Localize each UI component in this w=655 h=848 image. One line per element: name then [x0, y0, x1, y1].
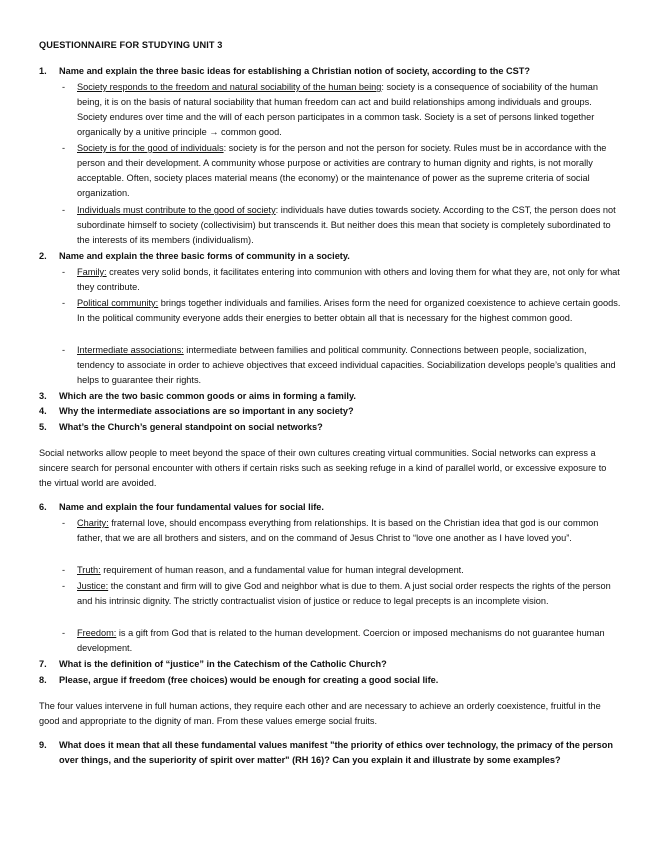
question-text: Which are the two basic common goods or aims in forming a family.	[59, 391, 356, 401]
bullet-term: Truth:	[77, 565, 101, 575]
bullet-text: the constant and firm will to give God and neighbor what is due to them. A just social order respects the rights of the person and his intrinsic dignity. The strictly contractualist vision of justice or reduce to legal precepts is an incomplete vision.	[77, 581, 611, 606]
bullet-term: Political community:	[77, 298, 159, 308]
question-text: What is the definition of “justice” in the Catechism of the Catholic Church?	[59, 659, 387, 669]
question-6	[39, 500, 629, 515]
answer-bullet	[62, 563, 624, 578]
question-number: 2.	[39, 251, 47, 261]
bullet-dash: -	[62, 82, 66, 92]
bullet-term: Family:	[77, 267, 107, 277]
question-text: Name and explain the three basic forms of community in a society.	[59, 251, 350, 261]
question-text: Name and explain the four fundamental values for social life.	[59, 502, 324, 512]
bullet-text: : society is for the person and not the person for society. Rules must be in accordance with the person and their development. A community whose purpose or activities are contrary to human dignity and rights, is not morally acceptable. Often, society places material means (the economy) or the maintenance of power as the supreme criteria of social organization.	[77, 143, 607, 198]
bullet-dash: -	[62, 518, 66, 528]
question-number: 3.	[39, 391, 47, 401]
bullet-term: Charity:	[77, 518, 109, 528]
bullet-dash: -	[62, 267, 66, 277]
question-8	[39, 673, 629, 688]
question-number: 8.	[39, 675, 47, 685]
question-7	[39, 657, 629, 672]
bullet-dash: -	[62, 628, 66, 638]
bullet-text: brings together individuals and families. Arises form the need for organized coexistence to achieve certain goods. In the political community everyone adds their energies to better obtain all that is necessary for the highest common good.	[77, 298, 621, 323]
bullet-dash: -	[62, 581, 66, 591]
bullet-term: Justice:	[77, 581, 109, 591]
bullet-dash: -	[62, 565, 66, 575]
question-text: Name and explain the three basic ideas for establishing a Christian notion of society, according to the CST?	[59, 66, 531, 76]
bullet-text: fraternal love, should encompass everything from relationships. It is based on the Christian idea that god is our common father, that we are all brothers and sisters, and on the command of Jesus Christ to “love one another as I have loved you”.	[77, 518, 599, 543]
question-number: 9.	[39, 740, 47, 750]
answer-bullet	[62, 265, 624, 295]
question-number: 1.	[39, 66, 47, 76]
question-text: What does it mean that all these fundamental values manifest "the priority of ethics over technology, the primacy of the person over things, and the superiority of spirit over matter" (RH 16)? Can you explain it and illustrate by some examples?	[59, 740, 614, 765]
answer-bullet	[62, 516, 624, 546]
bullet-dash: -	[62, 205, 66, 215]
page-title: QUESTIONNAIRE FOR STUDYING UNIT 3	[39, 40, 223, 50]
answer-paragraph: Social networks allow people to meet beyond the space of their own cultures creating virtual communities. Social networks can express a sincere search for personal encounter with others if certain risks such as seeking refuge in a kind of parallel world, or excessive exposure to the virtual world are avoided.	[39, 448, 607, 488]
answer-bullet	[62, 296, 624, 326]
question-text: Why the intermediate associations are so important in any society?	[59, 406, 354, 416]
answer-bullet	[62, 141, 624, 201]
answer-bullet	[62, 626, 624, 656]
bullet-term: Freedom:	[77, 628, 117, 638]
answer-bullet	[62, 80, 624, 140]
bullet-text: intermediate between families and political community. Connections between people, socialization, tendency to associate in order to achieve objectives that exceed individual capacities. Sociabilization develops people’s qualities and helps to guarantee their rights.	[77, 345, 616, 385]
bullet-text: is a gift from God that is related to the human development. Coercion or imposed mechanisms do not guarantee human development.	[77, 628, 605, 653]
bullet-term: Society is for the good of individuals	[77, 143, 224, 153]
question-5	[39, 420, 629, 435]
question-number: 7.	[39, 659, 47, 669]
bullet-text: creates very solid bonds, it facilitates entering into communion with others and loving them for what they are, not only for what they contribute.	[77, 267, 620, 292]
question-number: 5.	[39, 422, 47, 432]
question-3	[39, 389, 629, 404]
bullet-text: requirement of human reason, and a fundamental value for human integral development.	[100, 565, 464, 575]
question-text: Please, argue if freedom (free choices) would be enough for creating a good social life.	[59, 675, 439, 685]
question-9	[39, 738, 629, 768]
bullet-term: Individuals must contribute to the good of society	[77, 205, 276, 215]
question-1	[39, 64, 629, 79]
answer-bullet	[62, 343, 624, 388]
bullet-dash: -	[62, 345, 66, 355]
bullet-dash: -	[62, 143, 66, 153]
answer-paragraph: The four values intervene in full human actions, they require each other and are necessary to achieve an orderly coexistence, fruitful in the good and appropriate to the dignity of man. From these values emerge social fruits.	[39, 701, 601, 726]
bullet-term: Society responds to the freedom and natural sociability of the human being	[77, 82, 382, 92]
question-number: 4.	[39, 406, 47, 416]
bullet-text: : society is a consequence of sociability of the human being, it is on the basis of natural sociability that human freedom can act and build relationships among individuals and groups. Society endures over time and the will of each person participates in a common task. Society is a set of persons linked together organically by a unitive principle → common good.	[77, 82, 598, 137]
question-4	[39, 404, 629, 419]
answer-bullet	[62, 579, 624, 609]
bullet-dash: -	[62, 298, 66, 308]
question-text: What’s the Church’s general standpoint on social networks?	[59, 422, 323, 432]
bullet-term: Intermediate associations:	[77, 345, 184, 355]
question-2	[39, 249, 629, 264]
question-number: 6.	[39, 502, 47, 512]
bullet-text: : individuals have duties towards society. According to the CST, the person does not subordinate himself to society (collectivisim) but transcends it. But neither does this mean that society is completely subordinated to the interests of its members (individualism).	[77, 205, 616, 245]
answer-bullet	[62, 203, 624, 248]
